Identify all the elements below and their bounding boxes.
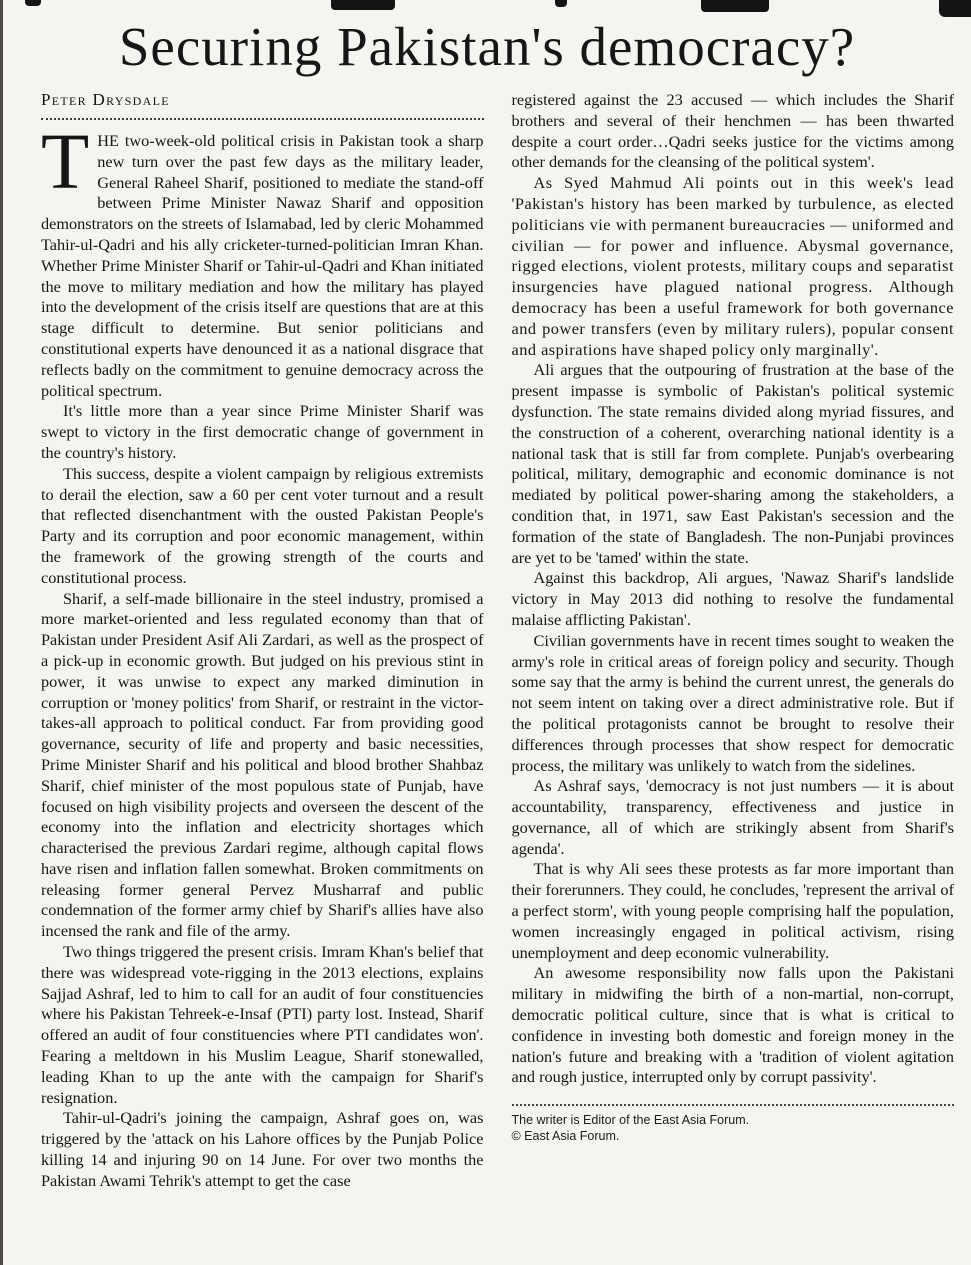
left-column [41,90,484,1192]
article-paragraph: It's little more than a year since Prime Minister Sharif was swept to victory in the first democratic change of government in the country's history. [41,401,484,462]
article-paragraph: Ali argues that the outpouring of frustration at the base of the present impasse is symbolic of Pakistan's political systemic dysfunction. The state remains divided along myriad fissures, and the construction of a coherent, overarching national identity is a national task that is still far from complete. Punjab's overbearing political, military, demographic and economic dominance is not mediated by political power-sharing among the stakeholders, a condition that, in 1971, saw East Pakistan's secession and the formation of the state of Bangladesh. The non-Punjabi provinces are yet to be 'tamed' within the state. [511,360,954,567]
article-paragraph: As Ashraf says, 'democracy is not just numbers — it is about accountability, transparency, effectiveness and justice in governance, all of which are strikingly absent from Sharif's agenda'. [511,776,954,858]
scan-artifact [555,0,567,7]
right-column-text [512,90,955,1088]
article-paragraph: Civilian governments have in recent times sought to weaken the army's role in critical areas of foreign policy and security. Though some say that the army is behind the current unrest, the generals do not seem intent on taking over a direct administrative role. But if the political protagonists cannot be brought to resolve their differences through processes that show respect for democratic process, the military was unlikely to watch from the sidelines. [511,630,954,775]
footer-copyright: © East Asia Forum. [511,1129,620,1144]
article-paragraph: THE two-week-old political crisis in Pakistan took a sharp new turn over the past few days as the military leader, General Raheel Sharif, positioned to mediate the stand-off between Prime Minister Nawaz Sharif and opposition demonstrators on the streets of Islamabad, led by cleric Mohammed Tahir-ul-Qadri and his ally cricketer-turned-politician Imran Khan. Whether Prime Minister Sharif or Tahir-ul-Qadri and Khan initiated the move to military mediation and how the military has played into the development of the crisis itself are questions that are at this stage difficult to determine. But senior politicians and constitutional experts have denounced it as a national disgrace that reflects badly on the commitment to genuine democracy across the political spectrum. [41,119,484,400]
scan-artifact [939,0,971,17]
article-paragraph: Against this backdrop, Ali argues, 'Nawaz Sharif's landslide victory in May 2013 did nothing to resolve the fundamental malaise afflicting Pakistan'. [511,568,954,629]
scan-artifact [331,0,395,10]
article-footer [512,1098,955,1144]
article-paragraph: This success, despite a violent campaign by religious extremists to derail the election, saw a 60 per cent voter turnout and a result that reflected disenchantment with the ousted Pakistan People's Party and its corruption and poor economic management, within the framework of the growing strength of the courts and constitutional process. [41,463,484,587]
byline: Peter Drysdale [41,90,170,109]
article-paragraph: Two things triggered the present crisis. Imram Khan's belief that there was widespread vote-rigging in the 2013 elections, explains Sajjad Ashraf, led to him to call for an audit of four constituencies where his Pakistan Tehreek-e-Insaf (PTI) party lost. Instead, Sharif offered an audit of four constituencies where PTI candidates won'. Fearing a meltdown in his Muslim League, Sharif stonewalled, leading Khan to up the ante with the campaign for Sharif's resignation. [41,942,484,1107]
left-column-text [41,119,484,1192]
byline-divider [41,110,484,120]
footer-writer-note: The writer is Editor of the East Asia Forum. [511,1113,750,1128]
article-paragraph: An awesome responsibility now falls upon the Pakistani military in midwifing the birth of a non-martial, non-corrupt, democratic political culture, since that is what is critical to confidence in investing both domestic and foreign money in the nation's future and breaking with a 'tradition of violent agitation and rough justice, interrupted only by corrupt passivity'. [511,963,954,1087]
article-paragraph: Sharif, a self-made billionaire in the steel industry, promised a more market-oriented and less regulated economy than that of Pakistan under President Asif Ali Zardari, as well as the prospect of a pick-up in economic growth. But judged on his previous stint in power, it was unwise to expect any marked diminution in corruption or 'money politics' from Sharif, or restraint in the victor-takes-all approach to political conduct. Far from providing good governance, security of life and property and basic necessities, Prime Minister Sharif and his political and blood brother Shahbaz Sharif, chief minister of the most populous state of Punjab, have focused on high visibility projects and overseen the descent of the economy into the inflation and electricity shortages which characterised the previous Zardari regime, although capital flows have risen and inflation fallen somewhat. Broken commitments on releasing former general Pervez Musharraf and public condemnation of the former army chief by Sharif's allies have also incensed the rank and file of the army. [41,588,484,941]
drop-cap: T [41,119,90,206]
article-paragraph: That is why Ali sees these protests as far more important than their forerunners. They could, he concludes, 'represent the arrival of a perfect storm', with young people comprising half the population, women increasingly engaged in political activism, rising unemployment and deep economic vulnerability. [511,859,954,962]
article-columns [3,90,971,1192]
article-title: Securing Pakistan's democracy? [118,16,856,77]
scan-artifact [25,0,41,6]
scan-artifact [701,0,769,12]
article-paragraph: registered against the 23 accused — which includes the Sharif brothers and several of their henchmen — has been thwarted despite a court order…Qadri seeks justice for the victims among other demands for the cleansing of the political system'. [511,90,954,172]
article-paragraph: Tahir-ul-Qadri's joining the campaign, Ashraf goes on, was triggered by the 'attack on his Lahore offices by the Punjab Police killing 14 and injuring 90 on 14 June. For over two months the Pakistan Awami Tehrik's attempt to get the case [41,1108,484,1190]
article-paragraph: As Syed Mahmud Ali points out in this week's lead 'Pakistan's history has been marked by turbulence, as elected politicians vie with permanent bureaucracies — uniformed and civilian — for power and influence. Abysmal governance, rigged elections, violent protests, military coups and separatist insurgencies have plagued national progress. Although democracy has been a useful framework for both governance and power transfers (even by military rulers), popular consent and aspirations have shaped policy only marginally'. [511,173,954,359]
footer-divider [512,1098,955,1106]
right-column [512,90,955,1144]
